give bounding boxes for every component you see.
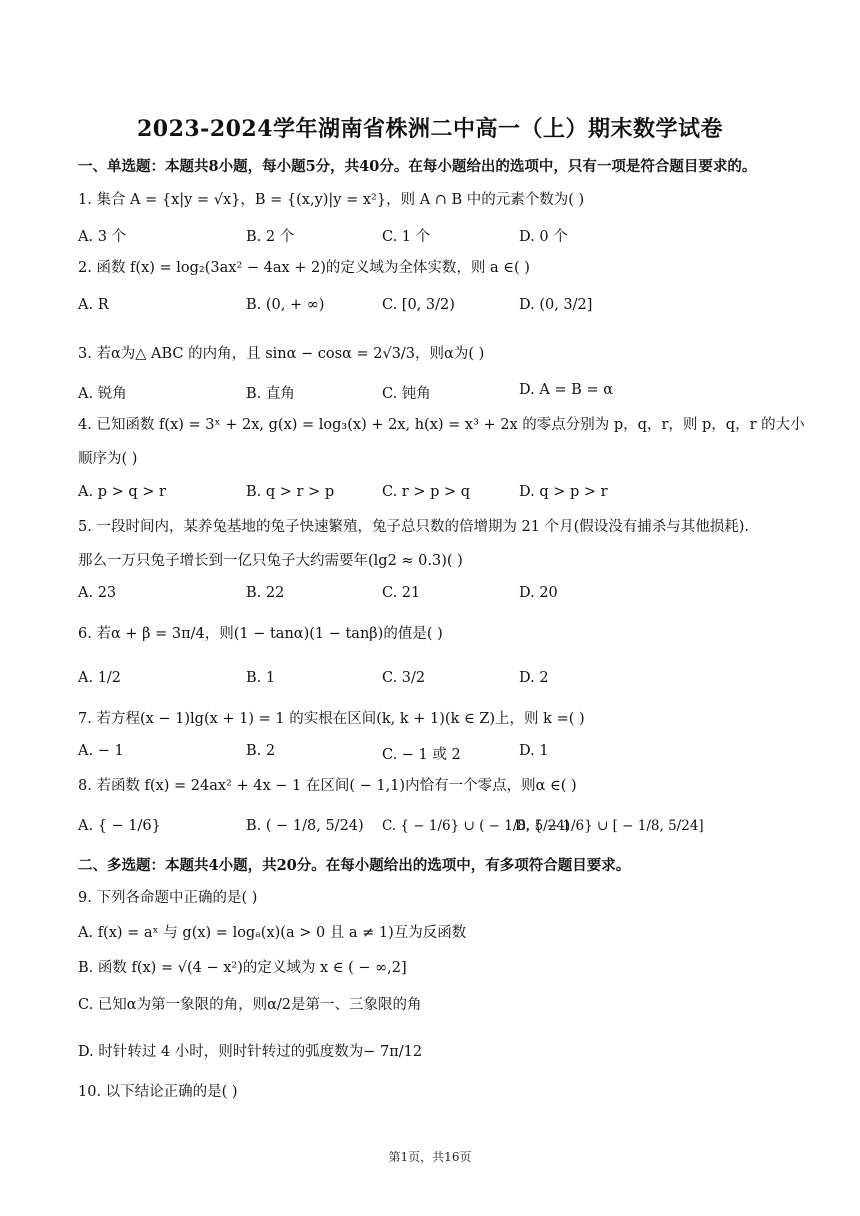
option-b: B. ( − 1/8, 5/24)	[246, 818, 364, 834]
option-d: D. (0, 3/2]	[519, 297, 593, 313]
option-c: C. [0, 3/2)	[382, 297, 455, 313]
option-d: D. A = B = α	[519, 382, 613, 398]
question-9-option-c: C. 已知α为第一象限的角，则α/2是第一、三象限的角	[78, 997, 422, 1013]
question-6-stem: 6. 若α + β = 3π/4，则(1 − tanα)(1 − tanβ)的值是( )	[78, 626, 443, 642]
question-1-stem: 1. 集合 A = {x|y = √x}，B = {(x,y)|y = x²}，则 A ∩ B 中的元素个数为( )	[78, 192, 585, 208]
option-c: C. − 1 或 2	[382, 747, 461, 763]
option-a: A. { − 1/6}	[78, 818, 161, 834]
option-d: D. { − 1/6} ∪ [ − 1/8, 5/24]	[515, 818, 704, 834]
question-5-stem: 5. 一段时间内，某养兔基地的兔子快速繁殖，兔子总只数的倍增期为 21 个月(假设没有捕杀与其他损耗).	[78, 519, 750, 535]
option-b: B. 22	[246, 585, 285, 601]
option-a: A. − 1	[78, 743, 124, 759]
option-d: D. 0 个	[519, 229, 568, 245]
option-a: A. 1/2	[78, 670, 122, 686]
option-a: A. R	[78, 297, 109, 313]
option-d: D. 1	[519, 743, 549, 759]
question-5-options	[78, 585, 798, 607]
option-c: C. { − 1/6} ∪ ( − 1/8, 5/24)	[382, 818, 571, 834]
page-title: 2023-2024学年湖南省株洲二中高一（上）期末数学试卷	[136, 116, 724, 142]
question-7-stem: 7. 若方程(x − 1)lg(x + 1) = 1 的实根在区间(k, k + 1)(k ∈ Z)上，则 k =( )	[78, 711, 585, 727]
option-a: A. p > q > r	[78, 484, 166, 500]
option-c: C. 21	[382, 585, 421, 601]
option-c: C. 1 个	[382, 229, 431, 245]
option-d: D. 20	[519, 585, 558, 601]
question-8-options	[78, 818, 798, 840]
option-d: D. 2	[519, 670, 549, 686]
option-b: B. 2	[246, 743, 276, 759]
option-a: A. 23	[78, 585, 117, 601]
question-2-stem: 2. 函数 f(x) = log₂(3ax² − 4ax + 2)的定义域为全体实数，则 a ∈( )	[78, 260, 530, 276]
option-d: D. q > p > r	[519, 484, 608, 500]
option-c: C. 3/2	[382, 670, 426, 686]
option-a: A. 锐角	[78, 386, 127, 402]
question-6-options	[78, 670, 798, 692]
option-b: B. 直角	[246, 386, 295, 402]
option-b: B. q > r > p	[246, 484, 335, 500]
option-c: C. r > p > q	[382, 484, 471, 500]
page-footer: 第1页，共16页	[388, 1150, 472, 1164]
question-8-stem: 8. 若函数 f(x) = 24ax² + 4x − 1 在区间( − 1,1)内恰有一个零点，则α ∈( )	[78, 778, 577, 794]
question-10-stem: 10. 以下结论正确的是( )	[78, 1084, 238, 1100]
question-9-stem: 9. 下列各命题中正确的是( )	[78, 890, 258, 906]
question-9-option-b: B. 函数 f(x) = √(4 − x²)的定义域为 x ∈ ( − ∞,2]	[78, 960, 407, 976]
question-1-options	[78, 225, 798, 247]
question-3-stem: 3. 若α为△ ABC 的内角，且 sinα − cosα = 2√3/3，则α为( )	[78, 346, 485, 362]
option-a: A. 3 个	[78, 229, 127, 245]
section-heading-multi-choice: 二、多选题：本题共4小题，共20分。在每小题给出的选项中，有多项符合题目要求。	[78, 857, 631, 874]
question-4-stem: 4. 已知函数 f(x) = 3ˣ + 2x, g(x) = log₃(x) + 2x, h(x) = x³ + 2x 的零点分别为 p，q，r，则 p，q，r 的大小	[78, 417, 805, 433]
option-b: B. (0, + ∞)	[246, 297, 325, 313]
question-4-stem-cont: 顺序为( )	[78, 451, 138, 467]
question-5-stem-cont: 那么一万只兔子增长到一亿只兔子大约需要年(lg2 ≈ 0.3)( )	[78, 553, 463, 569]
option-c: C. 钝角	[382, 386, 431, 402]
question-3-options	[78, 382, 798, 404]
question-2-options	[78, 297, 798, 319]
question-9-option-d: D. 时针转过 4 小时，则时针转过的弧度数为− 7π/12	[78, 1044, 423, 1060]
option-b: B. 1	[246, 670, 276, 686]
question-4-options	[78, 484, 798, 506]
option-b: B. 2 个	[246, 229, 295, 245]
section-heading-single-choice: 一、单选题：本题共8小题，每小题5分，共40分。在每小题给出的选项中，只有一项是符合题目要求的。	[78, 158, 757, 175]
question-7-options	[78, 743, 798, 765]
question-9-option-a: A. f(x) = aˣ 与 g(x) = logₐ(x)(a > 0 且 a ≠ 1)互为反函数	[78, 925, 467, 941]
